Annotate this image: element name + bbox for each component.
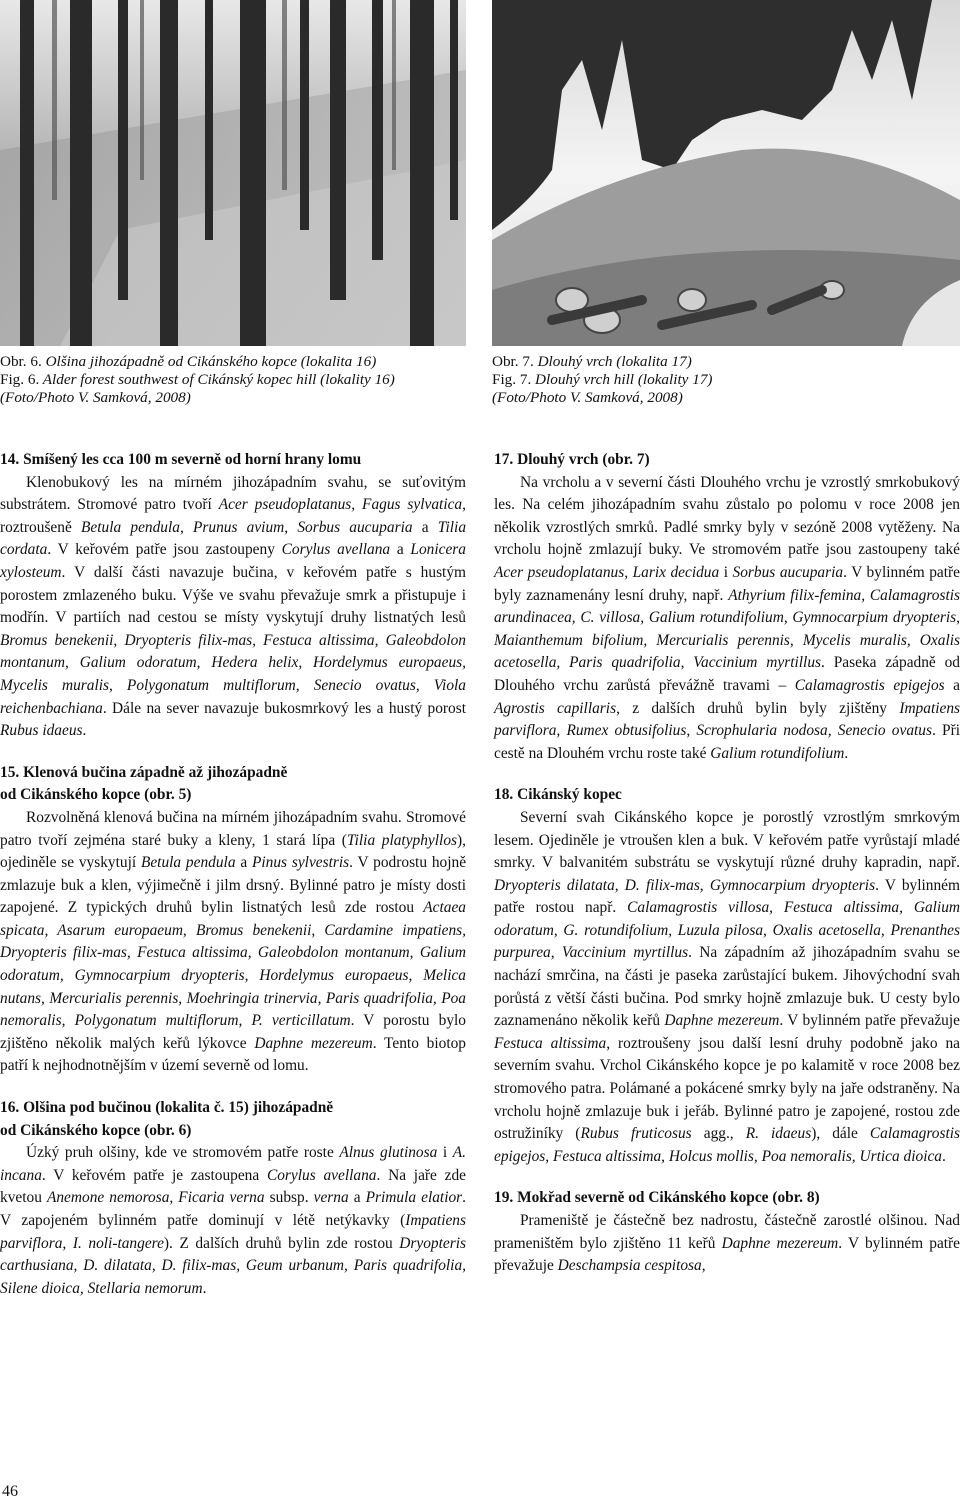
text-run: Prameniště je částečně bez nadrostu, částečně zarostlé olšinou. Nad prameništěm bylo zjištěno 11 keřů <box>494 1212 960 1252</box>
paragraph <box>494 807 960 1169</box>
text-run: . Na jaře zde kvetou <box>0 1166 466 1207</box>
figure-caption-7 <box>492 353 960 407</box>
text-run: . V bylinném patře rostou např. <box>494 876 960 917</box>
species-name: Tilia cordata <box>0 518 467 559</box>
species-name: Anemone nemorosa, Ficaria verna <box>46 1189 265 1207</box>
text-run: Klenobukový les na mírném jihozápadním svahu, se suťovitým substrátem. Stromové patro tvoří <box>0 473 466 514</box>
caption-label: Fig. 6. <box>0 371 40 388</box>
species-name: Rubus idaeus <box>0 722 83 740</box>
section-heading: 14. Smíšený les cca 100 m severně od horní hrany lomu <box>0 451 362 468</box>
text-run: . V další části navazuje bučina, v keřovém patře s hustým porostem zmlazeného buku. Výše ve svahu převažuje smrk a přistupuje i modřín. V partiích nad cestou se místy vyskytují druhy listnatých lesů <box>0 563 466 627</box>
caption-text: Olšina jihozápadně od Cikánského kopce (lokalita 16) <box>41 353 377 370</box>
species-name: A. incana <box>0 1144 466 1184</box>
text-run: . Paseka západně od Dlouhého vrchu zarůstá převážně travami – <box>494 654 960 694</box>
forest-image <box>0 0 466 346</box>
species-name: Galium rotundifolium <box>710 744 845 762</box>
text-run: i <box>719 563 733 581</box>
species-name: Agrostis capillaris <box>494 699 617 717</box>
left-text-column <box>0 449 466 1300</box>
text-run: Rozvolněná klenová bučina na mírném jihozápadním svahu. Stromové patro tvoří zejména staré buky a kleny, 1 stará lípa ( <box>0 808 466 849</box>
caption-label: Obr. 6. <box>0 353 42 370</box>
species-name: Primula elatior <box>365 1189 463 1207</box>
species-name: Corylus avellana <box>281 541 391 559</box>
species-name: Pinus sylvestris <box>251 854 350 872</box>
text-run: a <box>235 854 252 872</box>
text-run: , <box>701 1257 706 1275</box>
text-run: . <box>82 722 87 740</box>
species-name: Dryopteris carthusiana, D. dilatata, D. filix-mas, Geum urbanum, Paris quadrifolia, Silene dioica, Stellaria nemorum <box>0 1234 466 1297</box>
section-heading: 18. Cikánský kopec <box>494 786 622 804</box>
text-run: ), ojediněle se vyskytují <box>0 831 466 872</box>
section-gap <box>494 765 960 784</box>
text-run: ). Z dalších druhů bylin zde rostou <box>163 1234 400 1252</box>
species-name: Actaea spicata, Asarum europaeum, Bromus benekenii, Cardamine impatiens, Dryopteris filix-mas, Festuca altissima, Galeobdolon montanum, Galium odoratum, Gymnocarpium dryopteris, Hordelymus europaeus, Melica nutans, Mercurialis perennis, Moehringia trinervia, Paris quadrifolia, Poa nemoralis, Polygonatum multiflorum, P. verticillatum <box>0 899 466 1030</box>
section-heading: 15. Klenová bučina západně až jihozápadně <box>0 763 288 781</box>
section-gap <box>0 743 466 762</box>
section-heading: od Cikánského kopce (obr. 5) <box>0 786 192 804</box>
text-run: Na vrcholu a v severní části Dlouhého vrchu je vzrostlý smrkobukový les. Na celém jihozápadním svahu zůstalo po polomu v roce 2008 jen několik vzrostlých smrků. Padlé smrky byly v sezóně 2008 vytěženy. Na vrcholu hojně zmlazují buky. Ve stromovém patře jsou zastoupeny také <box>494 473 960 559</box>
species-name: Corylus avellana <box>266 1166 377 1184</box>
species-name: Calamagrostis epigejos <box>794 676 945 694</box>
text-run: , roztroušeně <box>0 496 466 536</box>
text-run: . Dále na sever navazuje bukosmrkový les a hustý porost <box>102 699 466 717</box>
species-name: R. idaeus <box>745 1125 812 1143</box>
text-run: . V keřovém patře jsou zastoupeny <box>47 541 282 559</box>
text-run: a <box>348 1189 366 1207</box>
paragraph <box>494 472 960 766</box>
section-heading: 17. Dlouhý vrch (obr. 7) <box>494 451 650 468</box>
caption-text: Dlouhý vrch hill (lokality 17) <box>531 371 713 388</box>
species-name: Impatiens parviflora, Rumex obtusifolius, Scrophularia nodosa, Senecio ovatus <box>494 699 960 740</box>
caption-cz <box>0 353 466 371</box>
text-run: . V keřovém patře je zastoupena <box>41 1166 267 1184</box>
text-run: . Na západním až jihozápadním svahu se nachází smrčina, na části je paseka zarůstající bukem. Jihovýchodní svah porůstá z větší části bučina. Pod smrky hojně zmlazuje buk. U cesty bylo zaznamenáno několik keřů <box>494 944 960 1030</box>
section-heading: 16. Olšina pod bučinou (lokalita č. 15) jihozápadně <box>0 1099 334 1117</box>
clearcut-image <box>492 0 960 346</box>
text-run: , z dalších druhů bylin byly zjištěny <box>616 699 900 717</box>
caption-label: Fig. 7. <box>492 371 532 388</box>
species-name: Rubus fruticosus <box>580 1125 692 1143</box>
text-run: , roztroušeny jsou další lesní druhy podobně jako na severním svahu. Vrchol Cikánského kopce je po kalamitě v roce 2008 bez stromového patra. Polámané a pokácené smrky byly na jaře odstraněny. Na vrcholu hojně zmlazuje buk i jeřáb. Bylinné patro je zapojené, rostou zde ostružiníky ( <box>494 1034 960 1143</box>
photo-clearcut <box>492 0 960 346</box>
caption-label: Obr. 7. <box>492 353 534 370</box>
text-run: a <box>944 676 960 694</box>
photo-forest <box>0 0 466 346</box>
species-name: Betula pendula <box>140 854 236 872</box>
paragraph <box>0 472 466 743</box>
text-run: Severní svah Cikánského kopce je porostlý vzrostlým smrkovým lesem. Ojediněle je vtroušen klen a buk. V keřovém patře vyrůstají mladé smrky. V balvanitém substrátu se vyskytují různé druhy kapradin, např. <box>494 808 960 872</box>
text-run: . V bylinném patře byly zaznamenány lesní druhy, např. <box>494 563 960 604</box>
species-name: Alnus glutinosa <box>339 1144 438 1162</box>
text-run: . Tento biotop patří k nejhodnotnějším v území severně od lomu. <box>0 1034 467 1075</box>
caption-text: Dlouhý vrch (lokalita 17) <box>533 353 692 370</box>
text-run: agg., <box>691 1125 746 1143</box>
species-name: Daphne mezereum <box>254 1034 373 1052</box>
species-name: Sorbus aucuparia <box>732 563 844 581</box>
page-number: 46 <box>2 1483 18 1500</box>
paragraph <box>0 1142 466 1300</box>
species-name: verna <box>313 1189 349 1207</box>
species-name: Lonicera xylosteum <box>0 541 466 581</box>
species-name: Dryopteris dilatata, D. filix-mas, Gymnocarpium dryopteris <box>494 876 876 894</box>
species-name: Deschampsia cespitosa <box>557 1257 702 1275</box>
photo-credit: (Foto/Photo V. Samková, 2008) <box>0 389 191 406</box>
text-run: . <box>844 744 849 762</box>
text-run: . V porostu bylo zjištěno několik malých keřů lýkovce <box>0 1012 467 1052</box>
caption-cz <box>492 353 960 371</box>
text-run: . V zapojeném bylinném patře dominují v létě netýkavky ( <box>0 1189 467 1229</box>
text-run: subsp. <box>264 1189 314 1207</box>
species-name: Athyrium filix-femina, Calamagrostis arundinacea, C. villosa, Galium rotundifolium, Gymnocarpium dryopteris, Maianthemum bifolium, Mercurialis perennis, Mycelis muralis, Oxalis acetosella, Paris quadrifolia, Vaccinium myrtillus <box>494 586 960 672</box>
text-run: a <box>412 518 438 536</box>
text-run: . <box>942 1147 946 1165</box>
text-run: Úzký pruh olšiny, kde ve stromovém patře roste <box>26 1144 340 1162</box>
section-gap <box>0 1078 466 1097</box>
section-heading: od Cikánského kopce (obr. 6) <box>0 1121 192 1139</box>
text-run: ), dále <box>811 1125 870 1143</box>
text-run: . <box>202 1279 207 1297</box>
figure-caption-6 <box>0 353 466 407</box>
text-run: a <box>390 541 411 559</box>
species-name: Calamagrostis epigejos, Festuca altissima, Holcus mollis, Poa nemoralis, Urtica dioica <box>494 1125 960 1165</box>
text-run: . V bylinném patře převažuje <box>494 1234 960 1275</box>
text-run: . V bylinném patře převažuje <box>779 1012 960 1030</box>
text-run: . V podrostu hojně zmlazuje buk a klen, výjimečně i jilm drsný. Bylinné patro je místy dosti zapojené. Z typických druhů bylin listnatých lesů zde rostou <box>0 854 467 917</box>
section-gap <box>494 1168 960 1187</box>
paragraph <box>494 1210 960 1278</box>
species-name: Daphne mezereum <box>664 1012 780 1030</box>
species-name: Daphne mezereum <box>721 1234 839 1252</box>
photo-credit: (Foto/Photo V. Samková, 2008) <box>492 389 683 406</box>
species-name: Betula pendula, Prunus avium, Sorbus aucuparia <box>81 518 413 536</box>
species-name: Tilia platyphyllos <box>346 831 458 849</box>
caption-en <box>0 371 466 389</box>
section-heading: 19. Mokřad severně od Cikánského kopce (obr. 8) <box>494 1189 820 1207</box>
species-name: Calamagrostis villosa, Festuca altissima, Galium odoratum, G. rotundifolium, Luzula pilosa, Oxalis acetosella, Prenanthes purpurea, Vaccinium myrtillus <box>494 899 960 962</box>
species-name: Acer pseudoplatanus, Fagus sylvatica <box>218 496 463 514</box>
caption-text: Alder forest southwest of Cikánský kopec hill (lokality 16) <box>39 371 395 388</box>
paragraph <box>0 807 466 1078</box>
species-name: Festuca altissima <box>494 1034 607 1052</box>
species-name: Bromus benekenii, Dryopteris filix-mas, Festuca altissima, Galeobdolon montanum, Galium odoratum, Hedera helix, Hordelymus europaeus, Mycelis muralis, Polygonatum multiflorum, Senecio ovatus, Viola reichenbachiana <box>0 631 466 717</box>
text-run: . Při cestě na Dlouhém vrchu roste také <box>494 722 960 762</box>
species-name: Impatiens parviflora, I. noli-tangere <box>0 1212 466 1252</box>
caption-en <box>492 371 960 389</box>
right-text-column <box>494 449 960 1278</box>
text-run: i <box>437 1144 453 1162</box>
species-name: Acer pseudoplatanus, Larix decidua <box>494 563 720 581</box>
